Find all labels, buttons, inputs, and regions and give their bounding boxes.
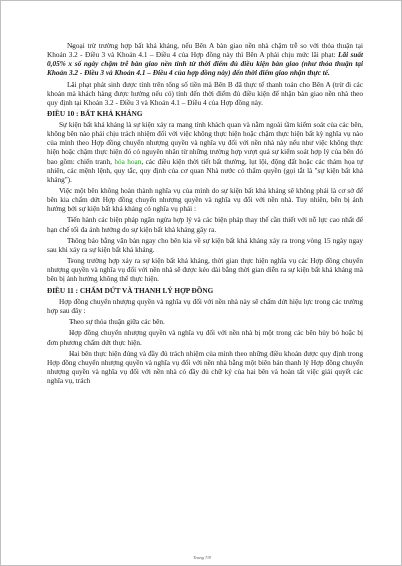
paragraph-text: Ngoại trừ trường hợp bất khả kháng, nếu Bên A bàn giao nền nhà chậm trễ so với thỏa thuận tại Khoản 3.2 - Điều 3 và Khoản 4.1 – Điều 4 của Hợp đồng này thì Bên A phải chịu mức lãi phạt: <box>47 42 363 60</box>
paragraph-termination-intro: Hợp đồng chuyển nhượng quyền và nghĩa vụ đối với nền nhà này sẽ chấm dứt hiệu lực trong các trường hợp sau đây : <box>47 297 363 315</box>
paragraph-written-notice: - Thông báo bằng văn bản ngay cho bên kia về sự kiện bất khả kháng xảy ra trong vòng 15 ngày ngay sau khi xảy ra sự kiện bất khả kháng. <box>47 237 363 255</box>
paragraph-text: Sự kiện bất khả kháng là sự kiện xảy ra mang tính khách quan và nằm ngoài tầm kiểm soát của các bên, không bên nào phải chịu trách nhiệm đối với việc không thực hiện hoặc chậm thực hiện bất kỳ nghĩa vụ nào của mình theo Hợp đồng chuyển nhượng quyền và nghĩa vụ đối với nền nhà này nếu như việc không thực hiện hoặc chậm thực hiện đó có nguyên nhân từ những trường hợp vượt quá sự kiểm soát hợp lý của bên đó bao gồm: chiến tranh, <box>47 121 363 166</box>
paragraph-preventive-measures: - Tiến hành các biện pháp ngăn ngừa hợp lý và các biện pháp thay thế cần thiết với nỗ lực cao nhất để hạn chế tối đa ảnh hưởng do sự kiện bất khả kháng gây ra. <box>47 216 363 234</box>
paragraph-time-extension: - Trong trường hợp xảy ra sự kiện bất khả kháng, thời gian thực hiện nghĩa vụ các Hợp đồng chuyển nhượng quyền và nghĩa vụ đối với nền nhà sẽ được kéo dài bằng thời gian diễn ra sự kiện bất khả kháng mà bên bị ảnh hưởng không thể thực hiện. <box>47 257 363 284</box>
paragraph-termination-cancellation: - Hợp đồng chuyển nhượng quyền và nghĩa vụ đối với nền nhà bị một trong các bên hủy bỏ hoặc bị đơn phương chấm dứt thực hiện. <box>47 329 363 347</box>
penalty-formula-text: Lãi suất 0,05% x số ngày chậm trễ bàn giao nền tính từ thời điểm đủ điều kiện bàn giao (như thỏa thuận tại Khoản 3.2 - Điều 3 và Khoản 4.1 – Điều 4 của hợp đồng này) đến thời điểm giao nhận thực tế. <box>47 51 363 78</box>
paragraph-force-majeure-obligations: Việc một bên không hoàn thành nghĩa vụ của mình do sự kiện bất khả kháng sẽ không phải là cơ sở để bên kia chấm dứt Hợp đồng chuyển nhượng quyền và nghĩa vụ đối với nền nhà. Tuy nhiên, bên bị ảnh hưởng bởi sự kiện bất khả kháng có nghĩa vụ phải : <box>47 186 363 214</box>
paragraph-penalty-basis: - Lãi phạt phát sinh được tính trên tổng số tiền mà Bên B đã thực tế thanh toán cho Bên A (trừ đi các khoản mà khách hàng được hưởng nếu có) tính đến thời điểm đủ điều kiện để nhận bàn giao nền nhà theo quy định tại Khoản 3.2 - Điều 3 và Khoản 4.1 – Điều 4 của Hợp đồng này. <box>47 81 363 108</box>
paragraph-text: , các điều kiện thời tiết bất thường, lụt lội, động đất hoặc các thảm họa tự nhiên, các mệnh lệnh, quy tắc, quy định của cơ quan Nhà nước có thẩm quyền (gọi tắt là "sự kiện bất khả kháng"). <box>47 157 364 184</box>
paragraph-termination-liquidation: - Hai bên thực hiện đúng và đầy đủ trách nhiệm của mình theo những điều khoản được quy định trong Hợp đồng chuyển nhượng quyền và nghĩa vụ đối với nền nhà bằng một biên bản thanh lý Hợp đồng chuyển nhượng quyền và nghĩa vụ đối với nền nhà có đầy đủ chữ ký của hai bên và hoàn tất việc giải quyết các nghĩa vụ, trách <box>47 350 363 386</box>
heading-article-10: ĐIỀU 10 : BẤT KHẢ KHÁNG <box>47 110 143 119</box>
paragraph-force-majeure-definition <box>47 121 363 185</box>
highlighted-text: hỏa hoạn <box>111 157 142 166</box>
document-body <box>47 42 363 388</box>
heading-article-11: ĐIỀU 11 : CHẤM DỨT VÀ THANH LÝ HỢP ĐỒNG <box>47 286 214 295</box>
paragraph-late-handover-penalty <box>47 42 363 78</box>
page-number: Trang 7/8 <box>193 555 211 560</box>
paragraph-termination-agreement: - Theo sự thỏa thuận giữa các bên. <box>47 318 363 327</box>
